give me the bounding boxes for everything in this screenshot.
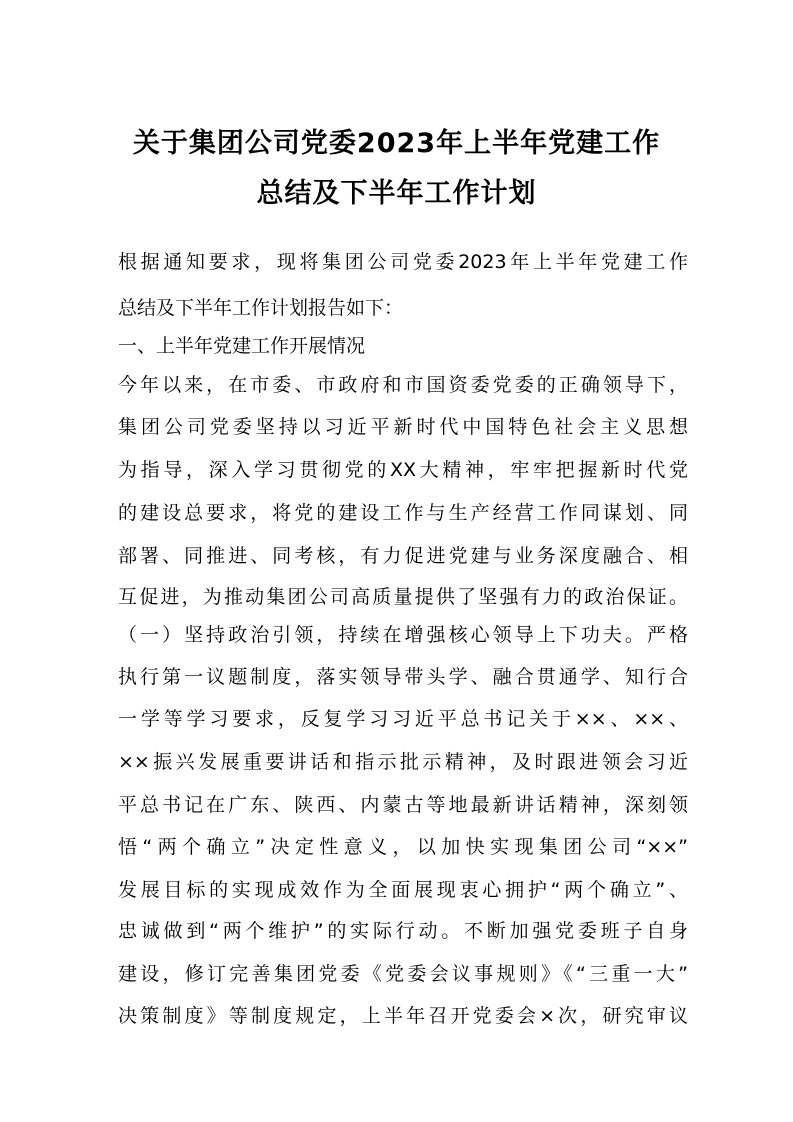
body-line-1: 根据通知要求，现将集团公司党委2023年上半年党建工作: [118, 251, 688, 273]
body-line-16: 发展目标的实现成效作为全面展现衷心拥护“两个确立”、: [118, 879, 688, 901]
body-line-17: 忠诚做到“两个维护”的实际行动。不断加强党委班子自身: [118, 920, 688, 942]
document-title-line-2: 总结及下半年工作计划: [256, 178, 537, 209]
body-line-13: ××振兴发展重要讲话和指示批示精神，及时跟进领会习近: [118, 751, 688, 773]
body-line-11: 执行第一议题制度，落实领导带头学、融合贯通学、知行合: [118, 666, 688, 688]
body-line-12: 一学等学习要求，反复学习习近平总书记关于××、××、: [118, 708, 688, 730]
body-line-15: 悟“两个确立”决定性意义，以加快实现集团公司“××”: [118, 836, 688, 858]
subsection-heading-1: （一）坚持政治引领，持续在增强核心领导上下功夫。严格: [118, 624, 688, 646]
body-line-4: 今年以来，在市委、市政府和市国资委党委的正确领导下，: [118, 374, 688, 396]
body-line-2: 总结及下半年工作计划报告如下：: [118, 297, 404, 319]
body-line-6: 为指导，深入学习贯彻党的XX大精神，牢牢把握新时代党: [118, 459, 688, 481]
body-line-8: 部署、同推进、同考核，有力促进党建与业务深度融合、相: [118, 545, 688, 567]
body-line-18: 建设，修订完善集团党委《党委会议事规则》《“三重一大”: [118, 963, 688, 985]
document-title-line-1: 关于集团公司党委2023年上半年党建工作: [132, 128, 661, 159]
body-line-19: 决策制度》等制度规定，上半年召开党委会×次，研究审议: [118, 1005, 688, 1027]
body-line-14: 平总书记在广东、陕西、内蒙古等地最新讲话精神，深刻领: [118, 794, 688, 816]
body-line-7: 的建设总要求，将党的建设工作与生产经营工作同谋划、同: [118, 502, 688, 524]
body-line-5: 集团公司党委坚持以习近平新时代中国特色社会主义思想: [118, 416, 688, 438]
body-line-9: 互促进，为推动集团公司高质量提供了坚强有力的政治保证。: [118, 586, 688, 608]
section-heading-1: 一、上半年党建工作开展情况: [118, 335, 366, 357]
